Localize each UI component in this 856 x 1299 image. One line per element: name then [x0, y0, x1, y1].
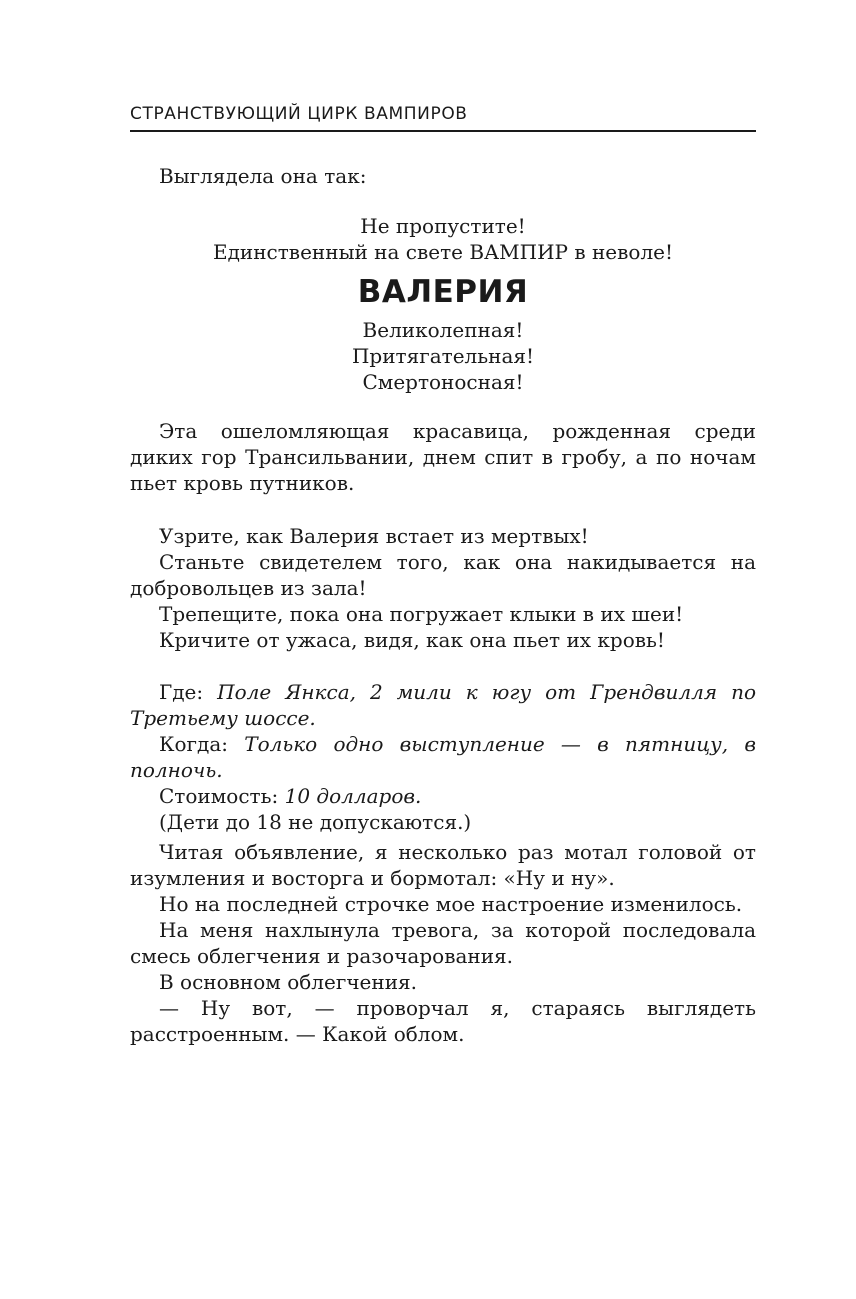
running-header: [130, 104, 756, 132]
poster-tag-1: Великолепная!: [362, 318, 524, 342]
where-value: Поле Янкса, 2 мили к югу от Грендвилля по Третьему шоссе.: [130, 680, 756, 730]
call-line-3: Трепещите, пока она погружает клыки в их шеи!: [159, 602, 684, 626]
call-line-2: Станьте свидетелем того, как она накидывается на добровольцев из зала!: [130, 550, 756, 600]
when-label: Когда:: [159, 732, 228, 756]
story-paragraph-5: — Ну вот, — проворчал я, стараясь выглядеть расстроенным. — Какой облом.: [130, 996, 756, 1046]
story-paragraph-4: В основном облегчения.: [159, 970, 418, 994]
poster-name: ВАЛЕРИЯ: [357, 274, 529, 310]
poster: [130, 213, 756, 395]
story-block: [130, 839, 756, 1047]
intro-text: Выглядела она так:: [159, 164, 367, 188]
story-paragraph-3: На меня нахлынула тревога, за которой последовала смесь облегчения и разочарования.: [130, 918, 756, 968]
calls-block: [130, 523, 756, 653]
story-paragraph-2: Но на последней строчке мое настроение изменилось.: [159, 892, 743, 916]
where-label: Где:: [159, 680, 204, 704]
running-title: СТРАНСТВУЮЩИЙ ЦИРК ВАМПИРОВ: [130, 104, 468, 124]
price-label: Стоимость:: [159, 784, 279, 808]
poster-tag-3: Смертоносная!: [362, 370, 524, 394]
poster-line-2: Единственный на свете ВАМПИР в неволе!: [212, 240, 674, 264]
call-line-1: Узрите, как Валерия встает из мертвых!: [159, 524, 589, 548]
detail-age-note: (Дети до 18 не допускаются.): [159, 810, 472, 834]
poster-tag-2: Притягательная!: [351, 344, 535, 368]
price-value: 10 долларов.: [284, 784, 422, 808]
description-paragraph: [130, 418, 756, 496]
poster-line-1: Не пропустите!: [360, 214, 526, 238]
call-line-4: Кричите от ужаса, видя, как она пьет их кровь!: [159, 628, 665, 652]
intro-paragraph: [130, 163, 756, 189]
detail-when: [130, 731, 756, 783]
description-text: Эта ошеломляющая красавица, рожденная среди диких гор Трансильвании, днем спит в гробу, а по ночам пьет кровь путников.: [130, 419, 756, 495]
detail-where: [130, 679, 756, 731]
detail-price: [130, 783, 756, 809]
story-paragraph-1: Читая объявление, я несколько раз мотал головой от изумления и восторга и бормотал: «Ну и ну».: [130, 840, 756, 890]
when-value: Только одно выступление — в пятницу, в полночь.: [130, 732, 756, 782]
details-block: [130, 679, 756, 835]
